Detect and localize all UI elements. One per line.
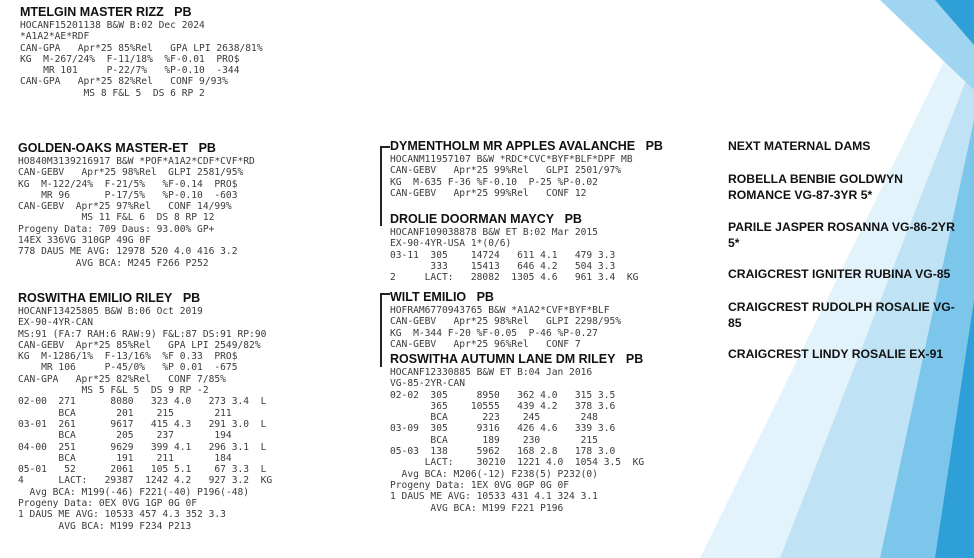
maternal-dam-1: ROBELLA BENBIE GOLDWYN ROMANCE VG-87-3YR 5*	[728, 172, 903, 202]
roswitha-autumn-line: BCA 189 230 215	[390, 434, 598, 446]
dymentholm-title	[390, 139, 663, 154]
roswitha-line: BCA 191 211 184	[18, 452, 232, 464]
roswitha-autumn-line: HOCANF12330885 B&W ET B:04 Jan 2016	[390, 367, 593, 378]
golden-oaks-title	[18, 141, 255, 156]
golden-oaks-line: CAN-GEBV Apr*25 97%Rel CONF 14/99%	[18, 201, 232, 213]
roswitha-line: 03-01 261 9617 415 4.3 291 3.0 L	[18, 418, 267, 430]
roswitha-autumn-line: 03-09 305 9316 426 4.6 339 3.6	[390, 423, 616, 435]
sire-name: MTELGIN MASTER RIZZ	[20, 5, 164, 19]
sire-breed: PB	[174, 5, 192, 19]
wilt-name: WILT EMILIO	[390, 290, 467, 304]
golden-oaks-block	[18, 141, 255, 269]
roswitha-line: CAN-GEBV Apr*25 85%Rel GPA LPI 2549/82%	[18, 339, 261, 351]
roswitha-line: BCA 205 237 194	[18, 430, 232, 442]
roswitha-title	[18, 291, 272, 306]
sire-line: MR 101 P-22/7% %P-0.10 -344	[20, 65, 240, 77]
sire-title	[20, 5, 263, 20]
golden-oaks-breed: PB	[198, 141, 216, 155]
golden-oaks-line: 14EX 336VG 310GP 49G 0F	[18, 235, 151, 247]
roswitha-autumn-line: Progeny Data: 1EX 0VG 0GP 0G 0F	[390, 479, 570, 491]
pedigree-bracket-dam-sire	[380, 146, 390, 226]
drolie-line: HOCANF109038878 B&W ET B:02 Mar 2015	[390, 227, 598, 238]
golden-oaks-line: 778 DAUS ME AVG: 12978 520 4.0 416 3.2	[18, 246, 238, 258]
roswitha-line: 05-01 52 2061 105 5.1 67 3.3 L	[18, 464, 267, 476]
maternal-dam-2: PARILE JASPER ROSANNA VG-86-2YR 5*	[728, 220, 955, 250]
golden-oaks-line: KG M-122/24% F-21/5% %F-0.14 PRO$	[18, 178, 238, 190]
roswitha-autumn-line: Avg BCA: M206(-12) F238(5) P232(0)	[390, 468, 598, 480]
roswitha-line: AVG BCA: M199 F234 P213	[18, 520, 192, 532]
roswitha-autumn-line: BCA 223 245 248	[390, 412, 598, 424]
sire-line: CAN-GPA Apr*25 85%Rel GPA LPI 2638/81%	[20, 42, 263, 54]
dymentholm-name: DYMENTHOLM MR APPLES AVALANCHE	[390, 139, 636, 153]
drolie-line: 333 15413 646 4.2 504 3.3	[390, 260, 616, 272]
golden-oaks-line: CAN-GEBV Apr*25 98%Rel GLPI 2581/95%	[18, 167, 244, 179]
golden-oaks-line: MR 96 P-17/5% %P-0.10 -603	[18, 189, 238, 201]
sire-line: CAN-GPA Apr*25 82%Rel CONF 9/93%	[20, 76, 228, 88]
roswitha-line: MS:91 (FA:7 RAH:6 RAW:9) F&L:87 DS:91 RP:90	[18, 328, 267, 340]
wilt-line: CAN-GEBV Apr*25 98%Rel GLPI 2298/95%	[390, 316, 622, 328]
roswitha-line: KG M-1286/1% F-13/16% %F 0.33 PRO$	[18, 351, 238, 363]
dymentholm-line: HOCANM11957107 B&W *RDC*CVC*BYF*BLF*DPF MB	[390, 154, 633, 165]
golden-oaks-line: Progeny Data: 709 Daus: 93.00% GP+	[18, 223, 215, 235]
drolie-line: EX-90-4YR-USA 1*(0/6)	[390, 238, 512, 250]
roswitha-line: Avg BCA: M199(-46) F221(-40) P196(-48)	[18, 486, 250, 498]
golden-oaks-line: MS 11 F&L 6 DS 8 RP 12	[18, 212, 215, 224]
roswitha-autumn-line: VG-85-2YR-CAN	[390, 378, 466, 390]
golden-oaks-line: AVG BCA: M245 F266 P252	[18, 257, 209, 269]
maternal-dam-3: CRAIGCREST IGNITER RUBINA VG-85	[728, 267, 951, 281]
roswitha-autumn-title	[390, 352, 644, 367]
roswitha-autumn-block	[390, 352, 644, 514]
wilt-breed: PB	[476, 290, 494, 304]
roswitha-autumn-breed: PB	[625, 352, 644, 366]
roswitha-line: HOCANF13425805 B&W B:06 Oct 2019	[18, 306, 203, 317]
roswitha-line: BCA 201 215 211	[18, 407, 232, 419]
drolie-breed: PB	[564, 212, 582, 226]
roswitha-autumn-line: LACT: 30210 1221 4.0 1054 3.5 KG	[390, 457, 645, 469]
dymentholm-breed: PB	[645, 139, 663, 153]
roswitha-autumn-name: ROSWITHA AUTUMN LANE DM RILEY	[390, 352, 616, 366]
roswitha-line: MS 5 F&L 5 DS 9 RP -2	[18, 385, 209, 397]
sire-line: MS 8 F&L 5 DS 6 RP 2	[20, 87, 205, 99]
sire-line: HOCANF15201138 B&W B:02 Dec 2024	[20, 20, 205, 31]
wilt-line: KG M-344 F-20 %F-0.05 P-46 %P-0.27	[390, 327, 598, 339]
roswitha-line: 02-00 271 8080 323 4.0 273 3.4 L	[18, 396, 267, 408]
roswitha-line: Progeny Data: 0EX 0VG 1GP 0G 0F	[18, 498, 198, 510]
dymentholm-line: CAN-GEBV Apr*25 99%Rel GLPI 2501/97%	[390, 165, 622, 177]
golden-oaks-name: GOLDEN-OAKS MASTER-ET	[18, 141, 189, 155]
sire-line: KG M-267/24% F-11/18% %F-0.01 PRO$	[20, 53, 240, 65]
roswitha-line: 1 DAUS ME AVG: 10533 457 4.3 352 3.3	[18, 509, 226, 521]
golden-oaks-line: HO840M3139216917 B&W *POF*A1A2*CDF*CVF*RD	[18, 156, 255, 167]
roswitha-block	[18, 291, 272, 532]
roswitha-autumn-line: AVG BCA: M199 F221 P196	[390, 502, 564, 514]
pedigree-bracket-dam-dam	[380, 293, 390, 367]
sire-block	[20, 5, 263, 99]
maternal-dam-5: CRAIGCREST LINDY ROSALIE EX-91	[728, 347, 944, 361]
roswitha-breed: PB	[182, 291, 201, 305]
dymentholm-block	[390, 139, 663, 199]
dymentholm-line: KG M-635 F-36 %F-0.10 P-25 %P-0.02	[390, 176, 598, 188]
drolie-title	[390, 212, 638, 227]
roswitha-line: MR 106 P-45/0% %P 0.01 -675	[18, 362, 238, 374]
roswitha-line: EX-90-4YR-CAN	[18, 317, 94, 329]
roswitha-line: 4 LACT: 29387 1242 4.2 927 3.2 KG	[18, 475, 273, 487]
drolie-line: 03-11 305 14724 611 4.1 479 3.3	[390, 249, 616, 261]
roswitha-autumn-line: 365 10555 439 4.2 378 3.6	[390, 400, 616, 412]
wilt-block	[390, 290, 621, 350]
wilt-line: CAN-GEBV Apr*25 96%Rel CONF 7	[390, 338, 581, 350]
drolie-name: DROLIE DOORMAN MAYCY	[390, 212, 555, 226]
roswitha-autumn-line: 1 DAUS ME AVG: 10533 431 4.1 324 3.1	[390, 491, 598, 503]
maternal-dam-4: CRAIGCREST RUDOLPH ROSALIE VG-85	[728, 300, 955, 330]
maternal-heading: NEXT MATERNAL DAMS	[728, 139, 871, 153]
roswitha-name: ROSWITHA EMILIO RILEY	[18, 291, 173, 305]
wilt-line: HOFRAM6770943765 B&W *A1A2*CVF*BYF*BLF	[390, 305, 610, 316]
dymentholm-line: CAN-GEBV Apr*25 99%Rel CONF 12	[390, 187, 587, 199]
drolie-line: 2 LACT: 28082 1305 4.6 961 3.4 KG	[390, 272, 639, 284]
roswitha-line: CAN-GPA Apr*25 82%Rel CONF 7/85%	[18, 373, 226, 385]
roswitha-autumn-line: 02-02 305 8950 362 4.0 315 3.5	[390, 389, 616, 401]
sire-line: *A1A2*AE*RDF	[20, 31, 90, 43]
roswitha-autumn-line: 05-03 138 5962 168 2.8 178 3.0	[390, 446, 616, 458]
roswitha-line: 04-00 251 9629 399 4.1 296 3.1 L	[18, 441, 267, 453]
drolie-block	[390, 212, 638, 283]
wilt-title	[390, 290, 621, 305]
